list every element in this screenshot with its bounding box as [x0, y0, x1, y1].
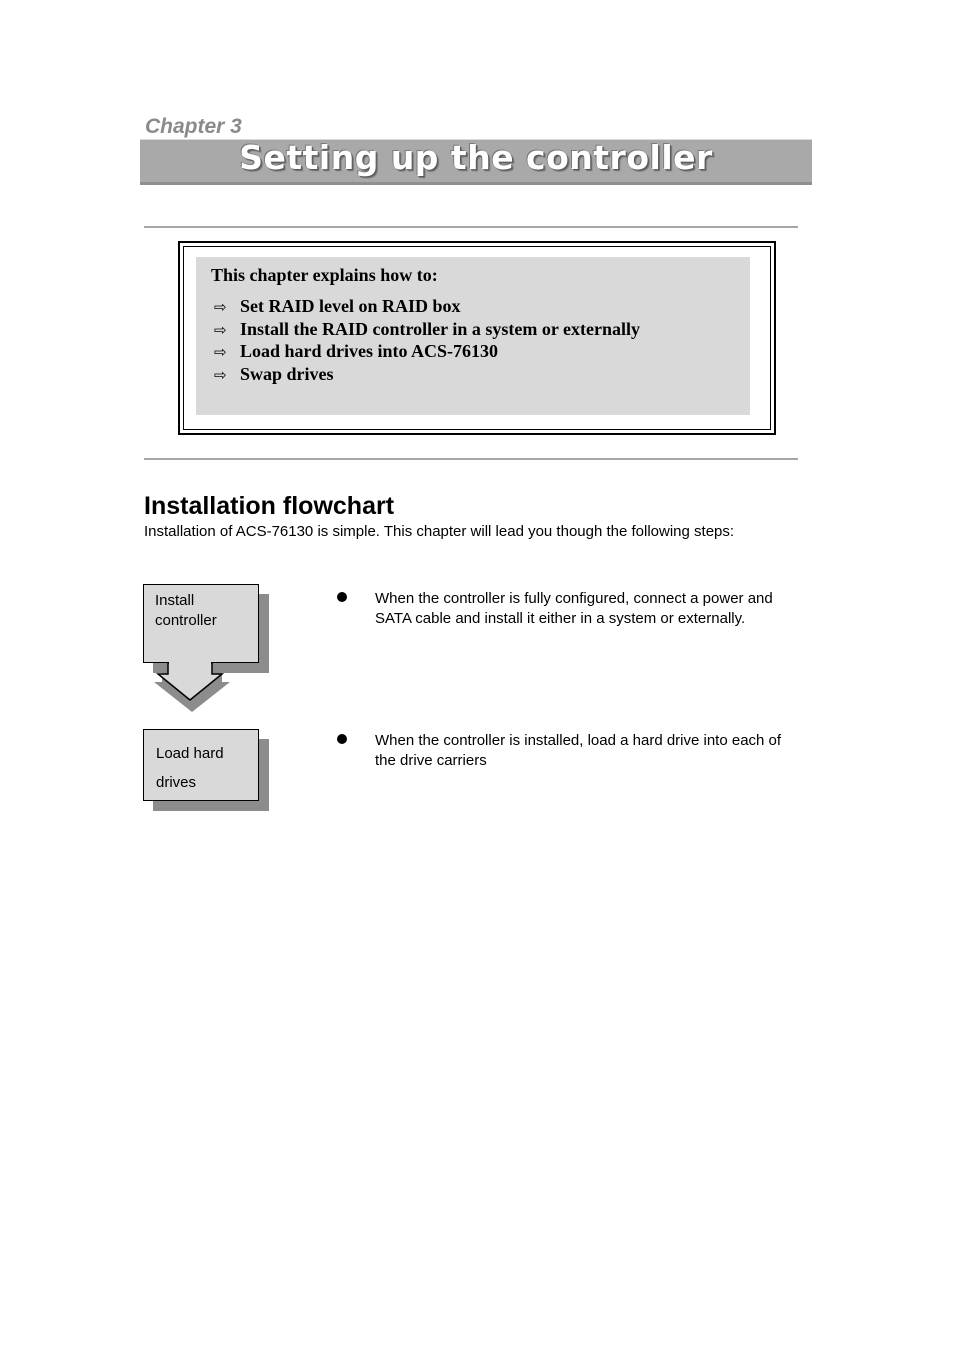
- chapter-summary-panel: [196, 257, 750, 415]
- summary-item-text: Install the RAID controller in a system or externally: [240, 318, 640, 339]
- step-label-line: controller: [155, 612, 217, 629]
- step-description: When the controller is fully configured, connect a power and SATA cable and install it either in a system or externally.: [375, 590, 773, 627]
- chapter-title: Setting up the controller: [239, 138, 713, 177]
- summary-item: [214, 295, 640, 318]
- summary-item: [214, 363, 640, 386]
- bullet-icon: [337, 734, 347, 744]
- arrow-right-outline-icon: ⇨: [214, 345, 227, 361]
- chapter-summary-box: [178, 241, 776, 435]
- flow-down-arrow-icon: [150, 660, 240, 712]
- bullet-icon: [337, 592, 347, 602]
- step-label-line: Load hard: [156, 745, 224, 762]
- flowchart-step-load-hard-drives: [143, 729, 259, 801]
- step-description: When the controller is installed, load a hard drive into each of the drive carriers: [375, 732, 782, 769]
- flowchart-step-install-controller: [143, 584, 259, 663]
- summary-list: [214, 295, 640, 385]
- divider-bottom: [144, 458, 798, 460]
- step-label-line: Install: [155, 592, 195, 609]
- summary-item-text: Set RAID level on RAID box: [240, 296, 461, 316]
- divider-top: [144, 226, 798, 228]
- arrow-right-outline-icon: ⇨: [214, 367, 227, 384]
- step-label-line: drives: [156, 774, 197, 791]
- section-heading: Installation flowchart: [144, 492, 395, 520]
- summary-heading: This chapter explains how to:: [211, 265, 438, 285]
- summary-item-text: Load hard drives into ACS-76130: [240, 341, 499, 361]
- summary-item: [214, 318, 640, 341]
- arrow-right-outline-icon: ⇨: [214, 322, 227, 339]
- chapter-label: Chapter 3: [145, 115, 242, 138]
- arrow-right-outline-icon: ⇨: [214, 300, 227, 316]
- summary-item: [214, 340, 640, 363]
- chapter-title-bar: [140, 139, 812, 185]
- summary-item-text: Swap drives: [240, 363, 334, 384]
- section-intro-text: Installation of ACS-76130 is simple. This chapter will lead you though the following steps:: [144, 523, 735, 540]
